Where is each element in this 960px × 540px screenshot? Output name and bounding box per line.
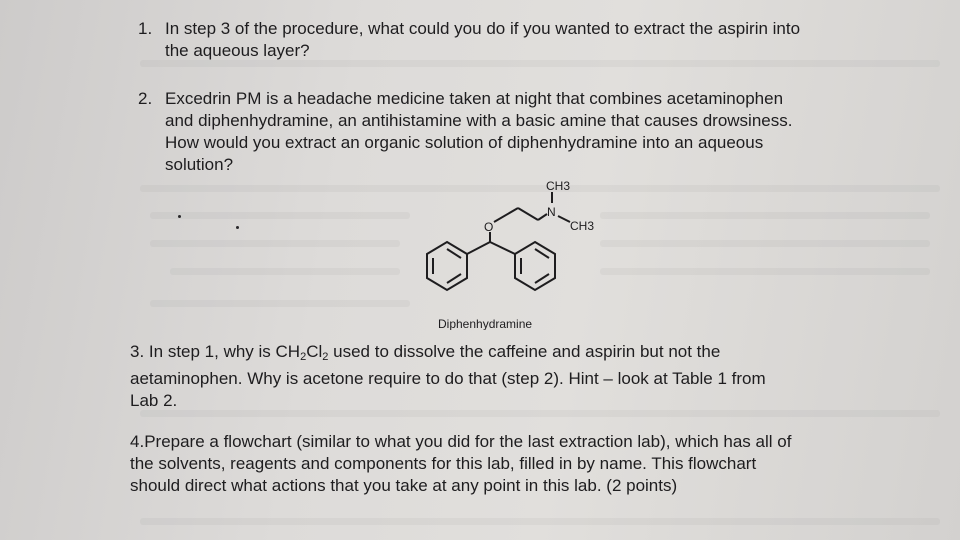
subscript: 2 bbox=[300, 351, 307, 363]
question-text-line: Excedrin PM is a headache medicine taken at night that combines acetaminophen bbox=[165, 89, 784, 108]
question-text-line: In step 3 of the procedure, what could you do if you wanted to extract the aspirin into bbox=[165, 19, 801, 38]
bond bbox=[490, 242, 515, 254]
question-3 bbox=[130, 341, 860, 412]
question-text-fragment: Prepare a flowchart (similar to what you did for the last extraction lab), which has all of bbox=[144, 432, 792, 451]
double-bond bbox=[447, 274, 461, 283]
molecule-caption: Diphenhydramine bbox=[438, 317, 533, 330]
bond bbox=[518, 208, 538, 220]
bleed-through-line bbox=[170, 268, 400, 275]
oxygen-atom: O bbox=[484, 220, 494, 234]
question-text-line: aetaminophen. Why is acetone require to do that (step 2). Hint – look at Table 1 from bbox=[130, 369, 766, 388]
question-4 bbox=[130, 431, 890, 497]
question-number: 1. bbox=[138, 19, 153, 38]
question-number: 2. bbox=[138, 89, 153, 108]
double-bond bbox=[535, 274, 549, 283]
bond bbox=[538, 214, 547, 220]
bleed-through-line bbox=[150, 240, 400, 247]
subscript: 2 bbox=[322, 351, 329, 363]
question-text-line: and diphenhydramine, an antihistamine with a basic amine that causes drowsiness. bbox=[165, 111, 793, 130]
question-text-line: How would you extract an organic solution of diphenhydramine into an aqueous bbox=[165, 133, 764, 152]
question-text-line: should direct what actions that you take at any point in this lab. (2 points) bbox=[130, 476, 678, 495]
question-1 bbox=[138, 18, 885, 62]
double-bond bbox=[447, 249, 461, 258]
methyl-label-top: CH3 bbox=[546, 179, 571, 193]
question-text-fragment: In step 1, why is CH bbox=[148, 342, 301, 361]
question-number: 3. bbox=[130, 342, 145, 361]
stray-mark bbox=[236, 226, 239, 229]
bleed-through-line bbox=[150, 300, 410, 307]
question-text-line bbox=[130, 431, 890, 453]
question-2 bbox=[138, 88, 885, 176]
bleed-through-line bbox=[600, 212, 930, 219]
bleed-through-line bbox=[600, 268, 930, 275]
question-text-line: Lab 2. bbox=[130, 391, 178, 410]
question-text-line: solution? bbox=[165, 155, 234, 174]
double-bond bbox=[535, 249, 549, 258]
methyl-label-right: CH3 bbox=[570, 219, 595, 233]
bleed-through-line bbox=[140, 518, 940, 525]
bleed-through-line bbox=[150, 212, 410, 219]
nitrogen-atom: N bbox=[547, 205, 556, 219]
bond bbox=[494, 208, 518, 222]
diphenhydramine-structure bbox=[400, 170, 600, 330]
stray-mark bbox=[178, 215, 181, 218]
question-text-fragment: Cl bbox=[306, 342, 323, 361]
question-text-line bbox=[130, 341, 860, 368]
question-number: 4. bbox=[130, 432, 145, 451]
question-text-fragment: used to dissolve the caffeine and aspirin but not the bbox=[328, 342, 721, 361]
bleed-through-line bbox=[600, 240, 930, 247]
question-text-line: the solvents, reagents and components for this lab, filled in by name. This flowchart bbox=[130, 454, 757, 473]
question-text-line: the aqueous layer? bbox=[165, 41, 310, 60]
bond bbox=[467, 242, 490, 254]
bond bbox=[558, 216, 570, 222]
